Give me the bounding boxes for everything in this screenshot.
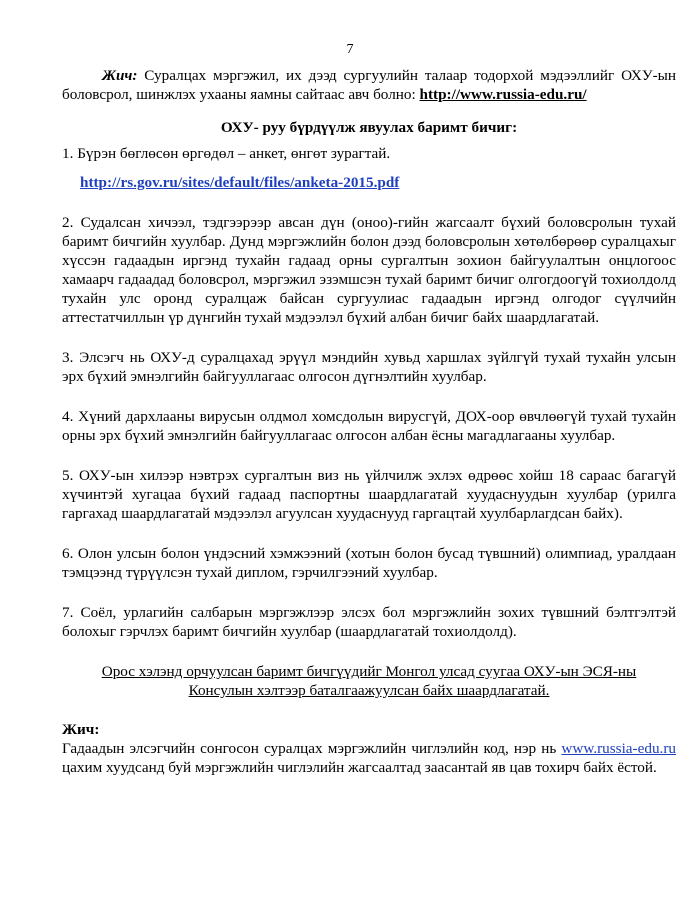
translation-notice: Орос хэлэнд орчуулсан баримт бичгүүдийг Монгол улсад суугаа ОХУ-ын ЭСЯ-ны Консулын хэлтээр баталгаажуулсан байх шаардлагатай. xyxy=(101,663,637,699)
closing-note-text-after: цахим хуудсанд буй мэргэжлийн чиглэлийн жагсаалтад заасантай яв цав тохирч байх ёстой. xyxy=(62,759,657,776)
note-text: Суралцах мэргэжил, их дээд сургуулийн талаар тодорхой мэдээллийг ОХУ-ын боловсрол, шинжлэх ухааны яамны сайтаас авч болно: xyxy=(62,67,676,103)
requirement-item-7: 7. Соёл, урлагийн салбарын мэргэжлээр элсэх бол мэргэжлийн зохих түвшний бэлтгэлтэй болохыг гэрчлэх баримт бичгийн хуулбар (шаардлагатай тохиолдолд). xyxy=(62,604,676,640)
requirement-item-1 xyxy=(62,144,676,163)
closing-note xyxy=(62,739,676,777)
requirement-item-3: 3. Элсэгч нь ОХУ-д суралцахад эрүүл мэндийн хувьд харшлах зүйлгүй тухай тухайн улсын эрх бүхий эмнэлгийн байгууллагаас олгосон дүгнэлтийн хуулбар. xyxy=(62,349,676,385)
requirement-item-6: 6. Олон улсын болон үндэсний хэмжээний (хотын болон бусад түвшний) олимпиад, уралдаан тэмцээнд түрүүлсэн тухай диплом, гэрчилгээний хуулбар. xyxy=(62,545,676,581)
closing-note-label: Жич: xyxy=(62,721,100,738)
intro-note xyxy=(62,66,676,104)
document-body xyxy=(62,66,676,777)
requirement-item-4: 4. Хүний дархлааны вирусын олдмол хомсдолын вирусгүй, ДОХ-оор өвчлөөгүй тухай тухайн орны эрх бүхий эмнэлгийн байгууллагаас олгосон албан ёсны магадлагааны хуулбар. xyxy=(62,408,676,444)
russia-edu-short-link[interactable]: www.russia-edu.ru xyxy=(561,740,676,757)
section-heading: ОХУ- руу бүрдүүлж явуулах баримт бичиг: xyxy=(220,119,518,136)
russia-edu-link[interactable]: http://www.russia-edu.ru/ xyxy=(419,86,587,103)
requirement-item-1-text: 1. Бүрэн бөглөсөн өргөдөл – анкет, өнгөт зурагтай. xyxy=(62,145,391,162)
anketa-link[interactable]: http://rs.gov.ru/sites/default/files/anketa-2015.pdf xyxy=(80,174,400,191)
requirement-item-2: 2. Судалсан хичээл, тэдгээрээр авсан дүн (оноо)-гийн жагсаалт бүхий боловсролын тухай баримт бичгийн хуулбар. Дунд мэргэжлийн болон дээд боловсролын хөтөлбөрөөр суралцахыг хүссэн гадаадын иргэнд тухайн гадаад орны сургалтын зохион байгуулалтын онцлогоос хамаарч гадаадад боловсрол, мэргэжил эзэмшсэн тухай баримт бичиг олгогдоогүй тохиолдолд тухайн улс оронд суралцаж байсан сургуулиас гадаадын иргэнд олгодог сүүлчийн аттестатчиллын үр дүнгийн тухай мэдээлэл бүхий албан бичиг байх шаардлагатай. xyxy=(62,214,676,326)
anketa-link-line xyxy=(62,173,676,192)
closing-note-text-before: Гадаадын элсэгчийн сонгосон суралцах мэргэжлийн чиглэлийн код, нэр нь xyxy=(62,740,562,757)
note-label: Жич: xyxy=(102,67,138,84)
page-number: 7 xyxy=(346,42,354,57)
requirement-item-5: 5. ОХУ-ын хилээр нэвтрэх сургалтын виз нь үйлчилж эхлэх өдрөөс хойш 18 сараас багагүй хүчинтэй хугацаа бүхий гадаад паспортны шаардлагатай хуудаснуудын хуулбар (урилга гаргахад шаардлагатай мэдээлэл агуулсан хуудаснууд гаргацтай хуулбарлагдсан байх). xyxy=(62,467,676,522)
